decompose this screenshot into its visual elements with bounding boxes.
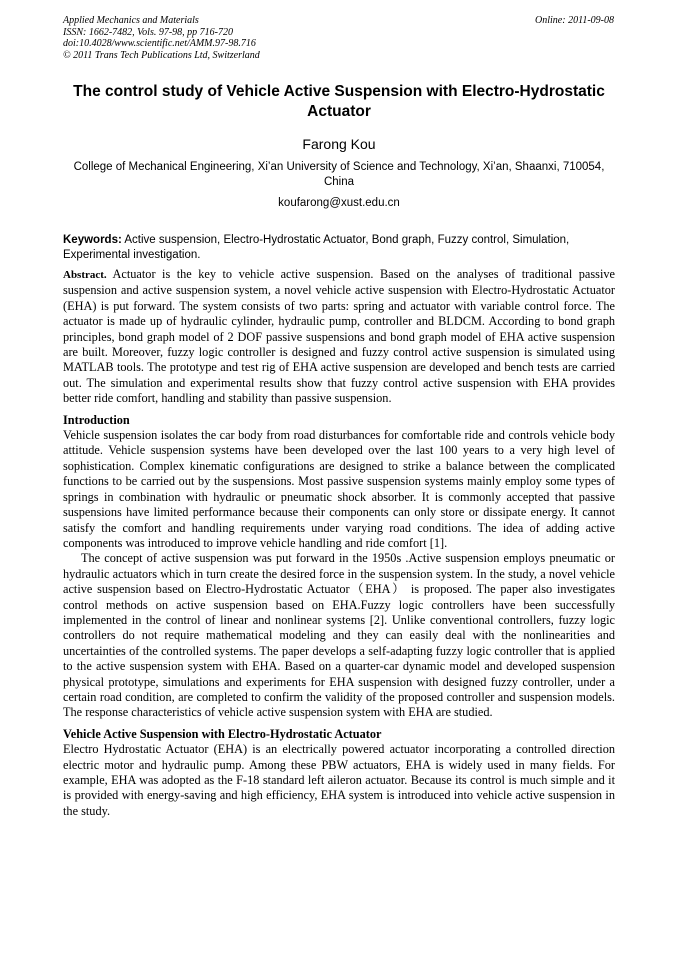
doi-line: doi:10.4028/www.scientific.net/AMM.97-98.716	[63, 38, 256, 49]
issn-line: ISSN: 1662-7482, Vols. 97-98, pp 716-720	[63, 26, 233, 38]
affiliation: College of Mechanical Engineering, Xi’an University of Science and Technology, Xi’an, Shaanxi, 710054, China	[73, 161, 605, 188]
copyright-line: © 2011 Trans Tech Publications Ltd, Switzerland	[63, 49, 260, 61]
journal-name: Applied Mechanics and Materials	[63, 15, 199, 26]
author-email[interactable]: koufarong@xust.edu.cn	[278, 197, 400, 209]
keywords	[63, 233, 615, 263]
introduction-paragraph-1: Vehicle suspension isolates the car body from road disturbances for comfortable ride and controls vehicle body attitude. Vehicle suspension systems have been developed over the last 100 years to a very high level of sophistication. Complex kinematic configurations are designed to strike a balance between the complicated functions to be carried out by the suspensions. Most passive suspension systems mainly employ some types of springs in combination with hydraulic or pneumatic shock absorber. It is commonly accepted that passive suspensions have limited performance because their components can only store or dissipate energy. It cannot satisfy the comfort and handling requirements under varying road conditions. The idea of adding active components was introduced to improve vehicle handling and ride comfort [1].	[63, 428, 615, 550]
author-name: Farong Kou	[302, 136, 376, 152]
online-date: Online: 2011-09-08	[535, 15, 614, 26]
paper-body	[63, 267, 615, 819]
eha-paragraph-1: Electro Hydrostatic Actuator (EHA) is an electrically powered actuator incorporating a controlled direction electric motor and hydraulic pump. Among these PBW actuators, EHA is widely used in many fields. For example, EHA was adopted as the F-18 standard left aileron actuator. Because its control is much simple and it is provided with energy-saving and high efficiency, EHA system is introduced into vehicle active suspension in the study.	[63, 742, 615, 818]
introduction-heading: Introduction	[63, 412, 130, 427]
keywords-label: Keywords:	[63, 234, 122, 246]
abstract-label: Abstract.	[63, 269, 107, 281]
keywords-text: Active suspension, Electro-Hydrostatic Actuator, Bond graph, Fuzzy control, Simulation, Experimental investigation.	[63, 234, 570, 261]
abstract-text: Actuator is the key to vehicle active suspension. Based on the analyses of traditional passive suspension and active suspension system, a novel vehicle active suspension with Electro-Hydrostatic Actuator (EHA) is put forward. The system consists of two parts: spring and actuator with variable control force. The actuator is made up of hydraulic cylinder, hydraulic pump, controller and BLDCM. According to bond graph principles, bond graph model of 2 DOF passive suspensions and bond graph model of EHA active suspension are built. Moreover, fuzzy logic controller is designed and fuzzy control active suspension is simulated using MATLAB tools. The prototype and test rig of EHA active suspension are developed and bench tests are carried out. The simulation and experimental results show that fuzzy control active suspension with EHA provides better ride comfort, handling and stability than passive suspension.	[63, 267, 615, 406]
paper-title: The control study of Vehicle Active Suspension with Electro-Hydrostatic Actuator	[73, 83, 605, 120]
introduction-paragraph-2: The concept of active suspension was put forward in the 1950s .Active suspension employs pneumatic or hydraulic actuators which in turn create the desired force in the suspension system. In the study, a novel vehicle active suspension based on Electro-Hydrostatic Actuator（EHA） is proposed. The paper also investigates control methods on active suspension based on EHA.Fuzzy logic controllers have been successfully implemented in the control of linear and nonlinear systems [2]. Unlike conventional controllers, fuzzy logic controllers do not require mathematical modeling and they can easily deal with the nonlinearities and uncertainties of the controlled systems. The paper develops a self-adapting fuzzy logic controller that is applied to the active suspension system with EHA. Based on a quarter-car dynamic model and developed suspension physical prototype, simulations and experiments for EHA suspension with designed fuzzy controller, under a certain road condition, are completed to confirm the validity of the proposed controller and suspension models. The response characteristics of vehicle active suspension system with EHA are studied.	[63, 551, 615, 720]
journal-header	[63, 15, 260, 61]
abstract	[63, 267, 615, 407]
eha-section-heading: Vehicle Active Suspension with Electro-Hydrostatic Actuator	[63, 726, 382, 741]
